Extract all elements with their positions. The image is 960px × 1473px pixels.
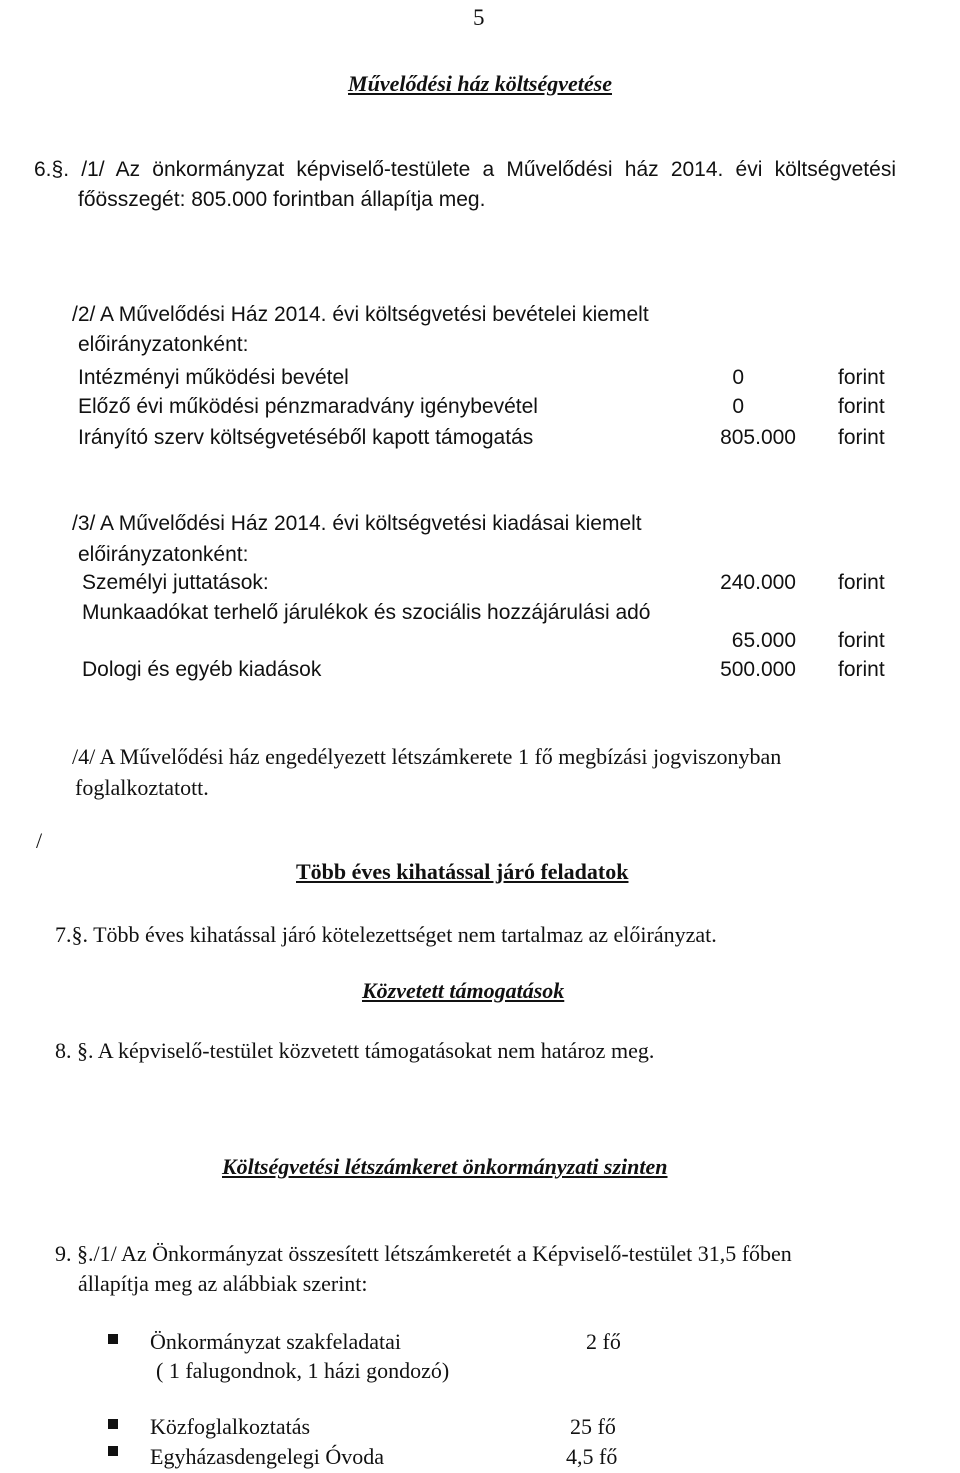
- paragraph-6-1-line1: 6.§. /1/ Az önkormányzat képviselő-testülete a Művelődési ház 2014. évi költségvetési: [34, 158, 896, 181]
- paragraph-6-4-line2: foglalkoztatott.: [75, 775, 209, 800]
- paragraph-6-1-line2: főösszegét: 805.000 forintban állapítja meg.: [78, 188, 486, 211]
- revenue-unit: forint: [838, 395, 885, 418]
- expense-unit: forint: [838, 658, 885, 681]
- headcount-title: Költségvetési létszámkeret önkormányzati szinten: [222, 1154, 668, 1179]
- bullet-square-icon: [108, 1446, 118, 1456]
- headcount-item-value: 25 fő: [570, 1414, 616, 1439]
- bullet-square-icon: [108, 1334, 118, 1344]
- expense-amount: 240.000: [720, 571, 796, 594]
- expense-label: Személyi juttatások:: [82, 571, 269, 594]
- revenue-amount: 0: [732, 395, 744, 418]
- expense-label: Munkaadókat terhelő járulékok és szociális hozzájárulási adó: [82, 601, 651, 624]
- revenue-label: Intézményi működési bevétel: [78, 366, 349, 389]
- page-number: 5: [473, 5, 485, 30]
- headcount-item-value: 2 fő: [586, 1329, 621, 1354]
- revenue-unit: forint: [838, 366, 885, 389]
- expense-amount: 65.000: [731, 629, 796, 652]
- headcount-item-label: Közfoglalkoztatás: [150, 1414, 311, 1439]
- paragraph-7: 7.§. Több éves kihatással járó kötelezettséget nem tartalmaz az előirányzat.: [55, 922, 717, 947]
- headcount-item-note: ( 1 falugondnok, 1 házi gondozó): [156, 1358, 450, 1383]
- revenue-label: Irányító szerv költségvetéséből kapott támogatás: [78, 426, 534, 449]
- headcount-item-value: 4,5 fő: [566, 1444, 618, 1469]
- paragraph-6-4-line1: /4/ A Művelődési ház engedélyezett létszámkerete 1 fő megbízási jogviszonyban: [72, 744, 782, 769]
- revenue-amount: 805.000: [720, 426, 796, 449]
- revenue-unit: forint: [838, 426, 885, 449]
- paragraph-6-3-line2: előirányzatonként:: [78, 543, 249, 566]
- headcount-item-label: Egyházasdengelegi Óvoda: [150, 1444, 384, 1469]
- revenue-label: Előző évi működési pénzmaradvány igénybevétel: [78, 395, 538, 418]
- indirect-support-title: Közvetett támogatások: [362, 978, 565, 1003]
- stray-slash: /: [36, 828, 43, 853]
- paragraph-6-2-line1: /2/ A Művelődési Ház 2014. évi költségvetési bevételei kiemelt: [72, 303, 649, 326]
- multi-year-title: Több éves kihatással járó feladatok: [296, 859, 629, 884]
- headcount-item-label: Önkormányzat szakfeladatai: [150, 1329, 402, 1354]
- paragraph-6-2-line2: előirányzatonként:: [78, 333, 249, 356]
- expense-label: Dologi és egyéb kiadások: [82, 658, 322, 681]
- paragraph-9-line1: 9. §./1/ Az Önkormányzat összesített létszámkeretét a Képviselő-testület 31,5 főben: [55, 1241, 792, 1266]
- revenue-amount: 0: [732, 366, 744, 389]
- bullet-square-icon: [108, 1419, 118, 1429]
- expense-unit: forint: [838, 571, 885, 594]
- paragraph-6-3-line1: /3/ A Művelődési Ház 2014. évi költségvetési kiadásai kiemelt: [72, 512, 642, 535]
- expense-amount: 500.000: [720, 658, 796, 681]
- paragraph-9-line2: állapítja meg az alábbiak szerint:: [78, 1271, 368, 1296]
- expense-unit: forint: [838, 629, 885, 652]
- budget-section-title: Művelődési ház költségvetése: [348, 71, 612, 96]
- paragraph-8: 8. §. A képviselő-testület közvetett támogatásokat nem határoz meg.: [55, 1038, 655, 1063]
